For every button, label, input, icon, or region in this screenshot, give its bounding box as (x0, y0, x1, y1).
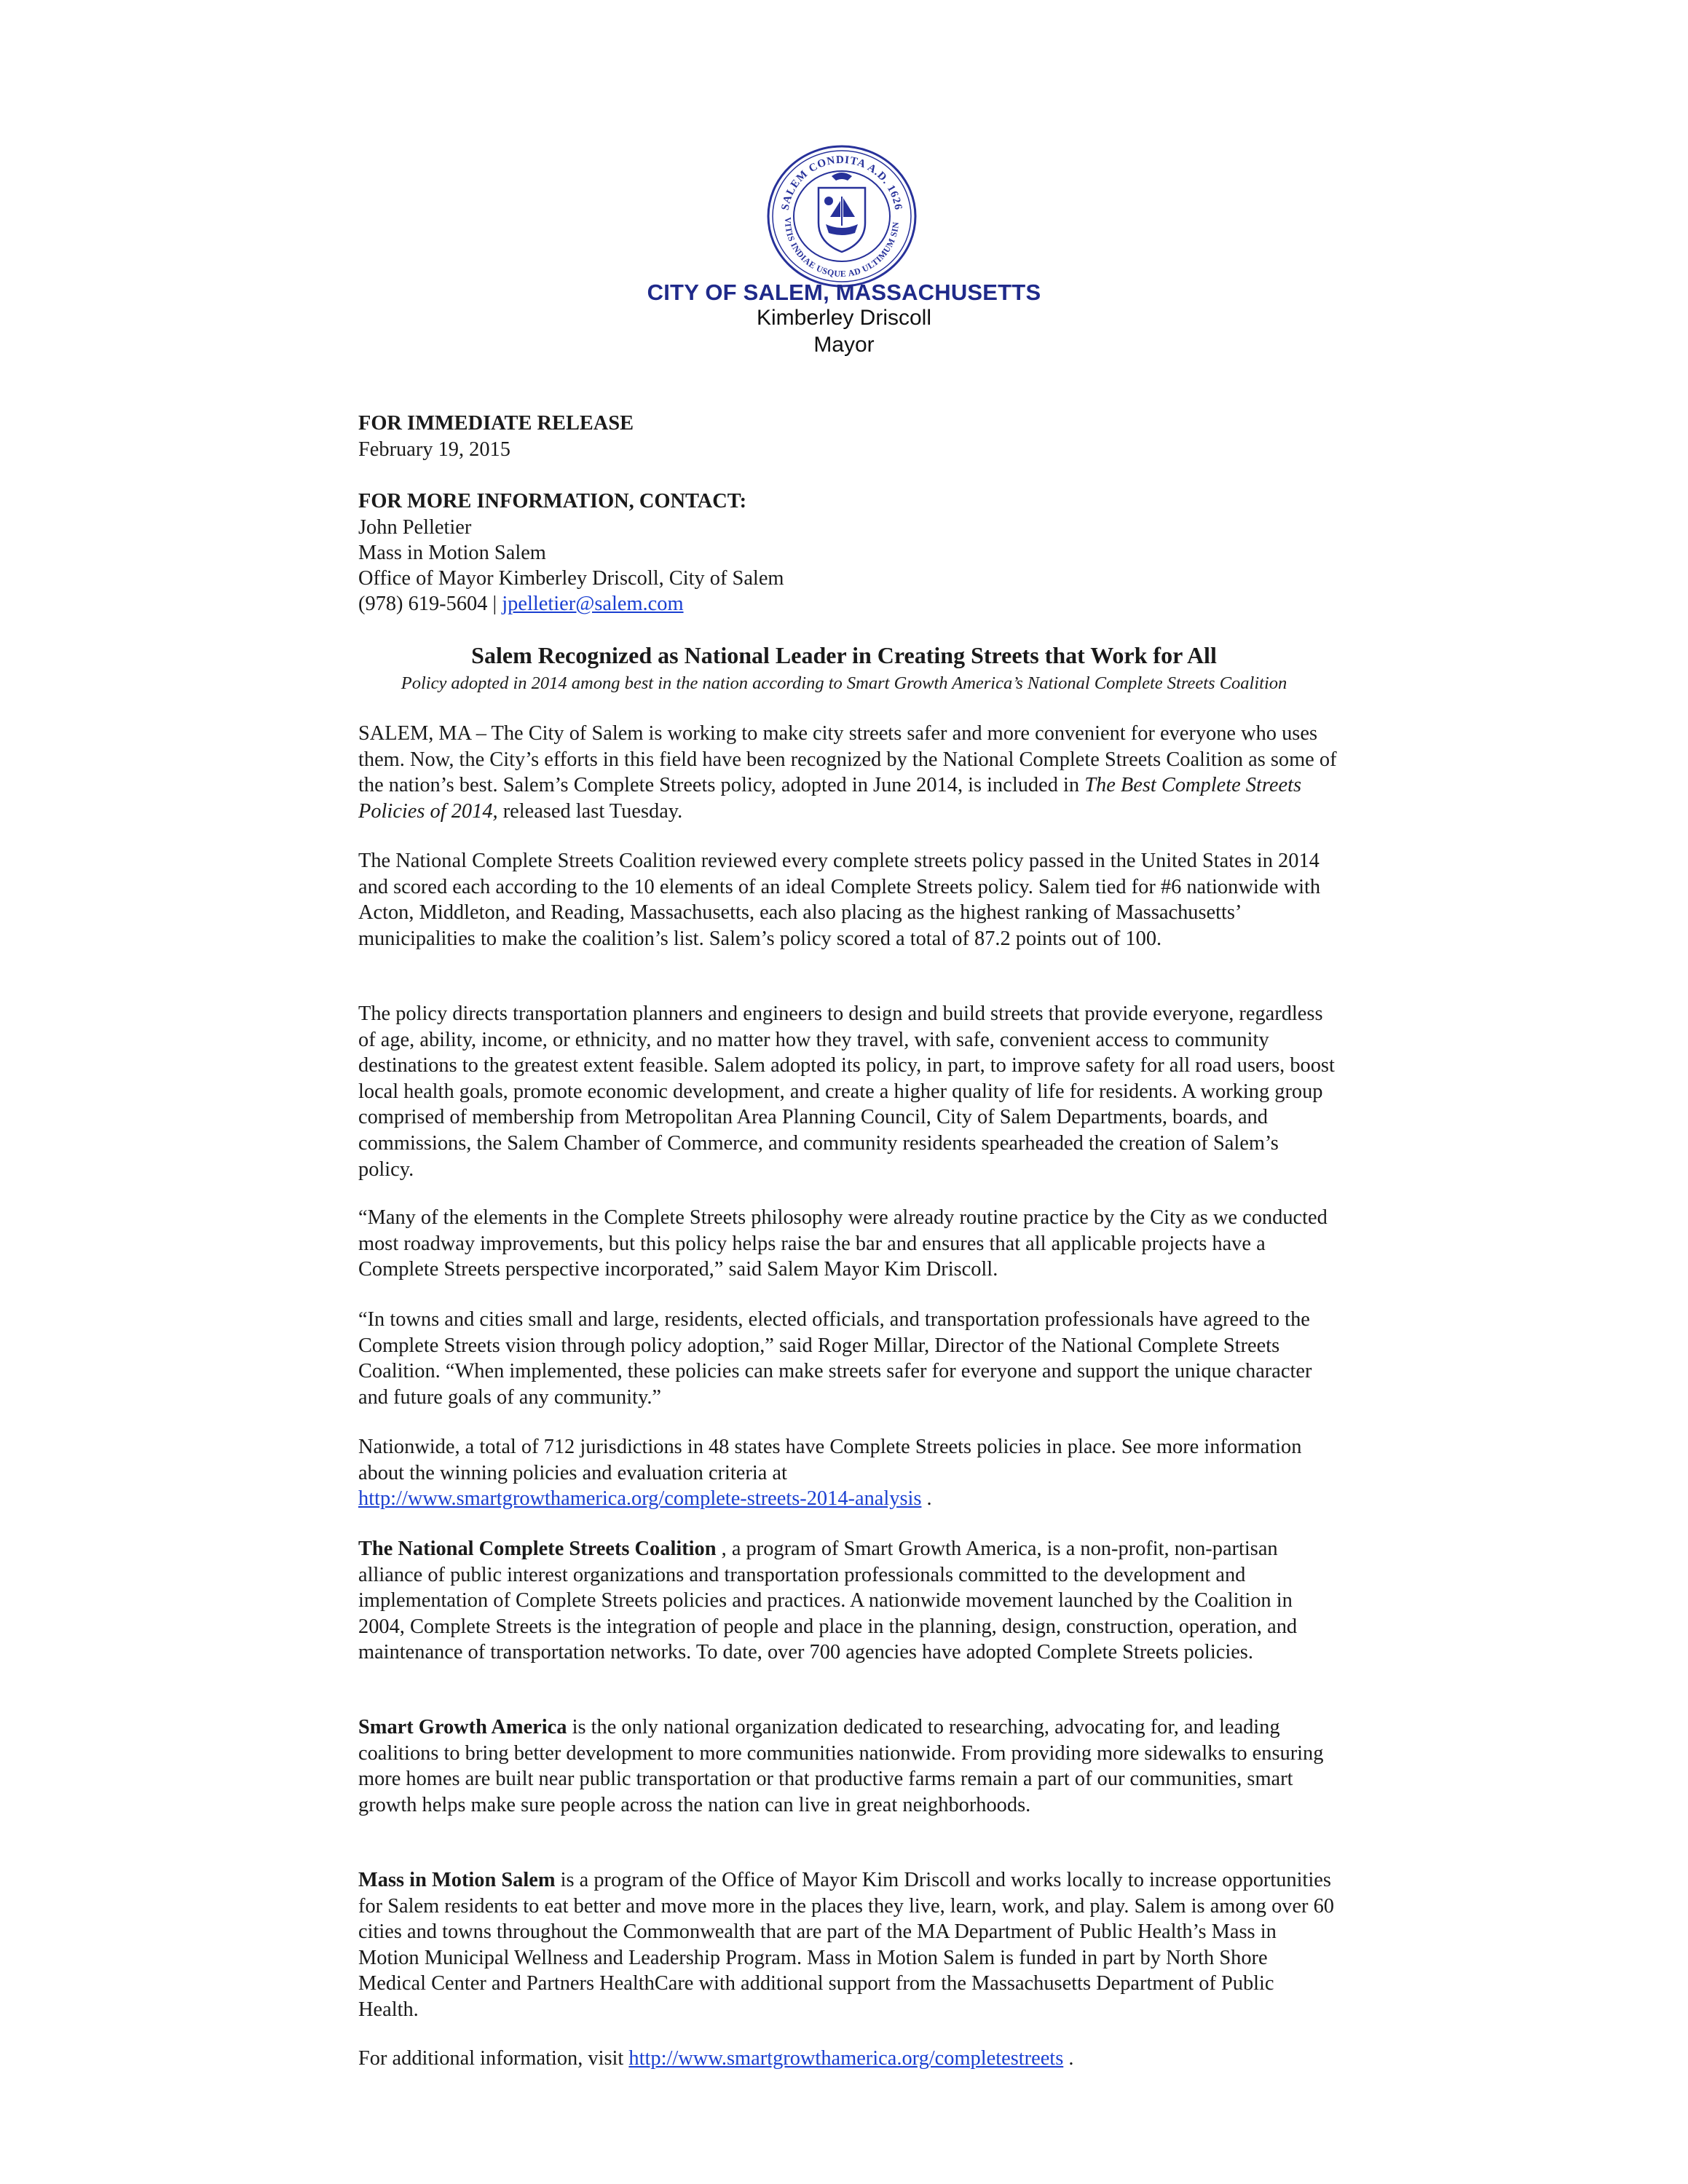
paragraph-ranking-text: The National Complete Streets Coalition reviewed every complete streets policy passed in the United States in 2014 and scored each according to the 10 elements of an ideal Complete Streets policy. Salem tied for #6 nationwide with Acton, Middleton, and Reading, Massachusetts, each also placing as the highest ranking of Massachusetts’ municipalities to make the coalition’s list. Salem’s policy scored a total of 87.2 points out of 100. (358, 850, 1321, 950)
paragraph-sga (358, 1714, 1338, 1818)
paragraph-policy-text: The policy directs transportation planners and engineers to design and build streets that provide everyone, regardless of age, ability, income, or ethnicity, and no matter how they travel, with safe, convenient access to community destinations to the greatest extent feasible. Salem adopted its policy, in part, to improve safety for all road users, boost local health goals, promote economic development, and create a higher quality of life for residents. A working group comprised of membership from Metropolitan Area Planning Council, City of Salem Departments, boards, and commissions, the Salem Chamber of Commerce, and community residents spearheaded the creation of Salem’s policy. (358, 1002, 1335, 1181)
paragraph-mayor-quote (358, 1205, 1338, 1283)
additional-info-text: For additional information, visit (358, 2047, 629, 2070)
analysis-link[interactable]: http://www.smartgrowthamerica.org/complete-streets-2014-analysis (358, 1487, 922, 1511)
contact-name: John Pelletier (358, 516, 472, 539)
mayor-name: Kimberley Driscoll (756, 306, 932, 330)
paragraph-nationwide-end: . (921, 1487, 932, 1511)
coalition-name: The National Complete Streets Coalition (358, 1538, 717, 1560)
contact-email-link[interactable]: jpelletier@salem.com (502, 593, 684, 615)
contact-org: Mass in Motion Salem (358, 542, 546, 564)
contact-label: FOR MORE INFORMATION, CONTACT: (358, 490, 747, 513)
paragraph-additional-info (358, 2046, 1338, 2072)
paragraph-intro-text-a: SALEM, MA – The City of Salem is working to make city streets safer and more convenient for everyone who uses them. Now, the City’s efforts in this field have been recognized by the National Complete Streets Coalition as some of the nation’s best. Salem’s Complete Streets policy, adopted in June 2014, is included in (358, 722, 1337, 797)
report-title: The Best Complete Streets Policies of 2014, (358, 774, 1302, 823)
paragraph-mass-in-motion-text: is a program of the Office of Mayor Kim Driscoll and works locally to increase opportunities for Salem residents to eat better and move more in the places they live, learn, work, and play. Salem is among over 60 cities and towns throughout the Commonwealth that are part of the MA Department of Public Health’s Mass in Motion Municipal Wellness and Leadership Program. Mass in Motion Salem is funded in part by North Shore Medical Center and Partners HealthCare with additional support from the Massachusetts Department of Public Health. (358, 1869, 1335, 2021)
release-label: FOR IMMEDIATE RELEASE (358, 412, 634, 435)
org-heading: CITY OF SALEM, MASSACHUSETTS (647, 280, 1041, 305)
press-release-subtitle: Policy adopted in 2014 among best in the nation according to Smart Growth America’s National Complete Streets Coalition (401, 673, 1287, 693)
paragraph-mass-in-motion (358, 1867, 1338, 2023)
paragraph-mayor-quote-text: “Many of the elements in the Complete Streets philosophy were already routine practice by the City as we conducted most roadway improvements, but this policy helps raise the bar and ensures that all applicable projects have a Complete Streets perspective incorporated,” said Salem Mayor Kim Driscoll. (358, 1206, 1328, 1281)
mass-in-motion-name: Mass in Motion Salem (358, 1869, 556, 1891)
paragraph-policy (358, 1001, 1338, 1182)
additional-info-end: . (1063, 2047, 1074, 2070)
mayor-title: Mayor (813, 333, 875, 357)
paragraph-sga-text: is the only national organization dedicated to researching, advocating for, and leading coalitions to bring better development to more communities nationwide. From providing more sidewalks to ensuring more homes are built near public transportation or that productive farms remain a part of our communities, smart growth helps make sure people across the nation can live in great neighborhoods. (358, 1716, 1324, 1816)
press-release-title: Salem Recognized as National Leader in Creating Streets that Work for All (471, 642, 1217, 668)
release-date: February 19, 2015 (358, 438, 510, 461)
contact-phone: (978) 619-5604 | (358, 593, 502, 615)
paragraph-intro-text-b: released last Tuesday. (497, 799, 683, 823)
contact-phone-line (358, 591, 1338, 617)
paragraph-ranking (358, 848, 1338, 951)
paragraph-millar-quote-text: “In towns and cities small and large, residents, elected officials, and transportation professionals have agreed to the Complete Streets vision through policy adoption,” said Roger Millar, Director of the National Complete Streets Coalition. “When implemented, these policies can make streets safer for everyone and support the unique character and future goals of any community.” (358, 1308, 1312, 1409)
seal-text-top: SALEM CONDITA A.D. 1626 (779, 154, 904, 212)
paragraph-millar-quote (358, 1307, 1338, 1410)
paragraph-coalition (358, 1536, 1338, 1666)
seal-text-bottom: VITIS INDIAE USQUE AD ULTIMUM SIN (782, 217, 902, 280)
paragraph-nationwide-text: Nationwide, a total of 712 jurisdictions in 48 states have Complete Streets policies in place. See more information about the winning policies and evaluation criteria at (358, 1436, 1302, 1484)
city-seal-icon (766, 144, 918, 288)
paragraph-coalition-text: , a program of Smart Growth America, is a non-profit, non-partisan alliance of public interest organizations and transportation professionals committed to the development and implementation of Complete Streets policies and practices. A nationwide movement launched by the Coalition in 2004, Complete Streets is the integration of people and place in the planning, design, construction, operation, and maintenance of transportation networks. To date, over 700 agencies have adopted Complete Streets policies. (358, 1538, 1298, 1664)
paragraph-intro (358, 721, 1338, 824)
city-seal-logo (766, 144, 918, 288)
paragraph-nationwide (358, 1434, 1338, 1512)
contact-office: Office of Mayor Kimberley Driscoll, City of Salem (358, 567, 784, 590)
complete-streets-link[interactable]: http://www.smartgrowthamerica.org/completestreets (628, 2047, 1064, 2070)
sga-name: Smart Growth America (358, 1716, 567, 1738)
